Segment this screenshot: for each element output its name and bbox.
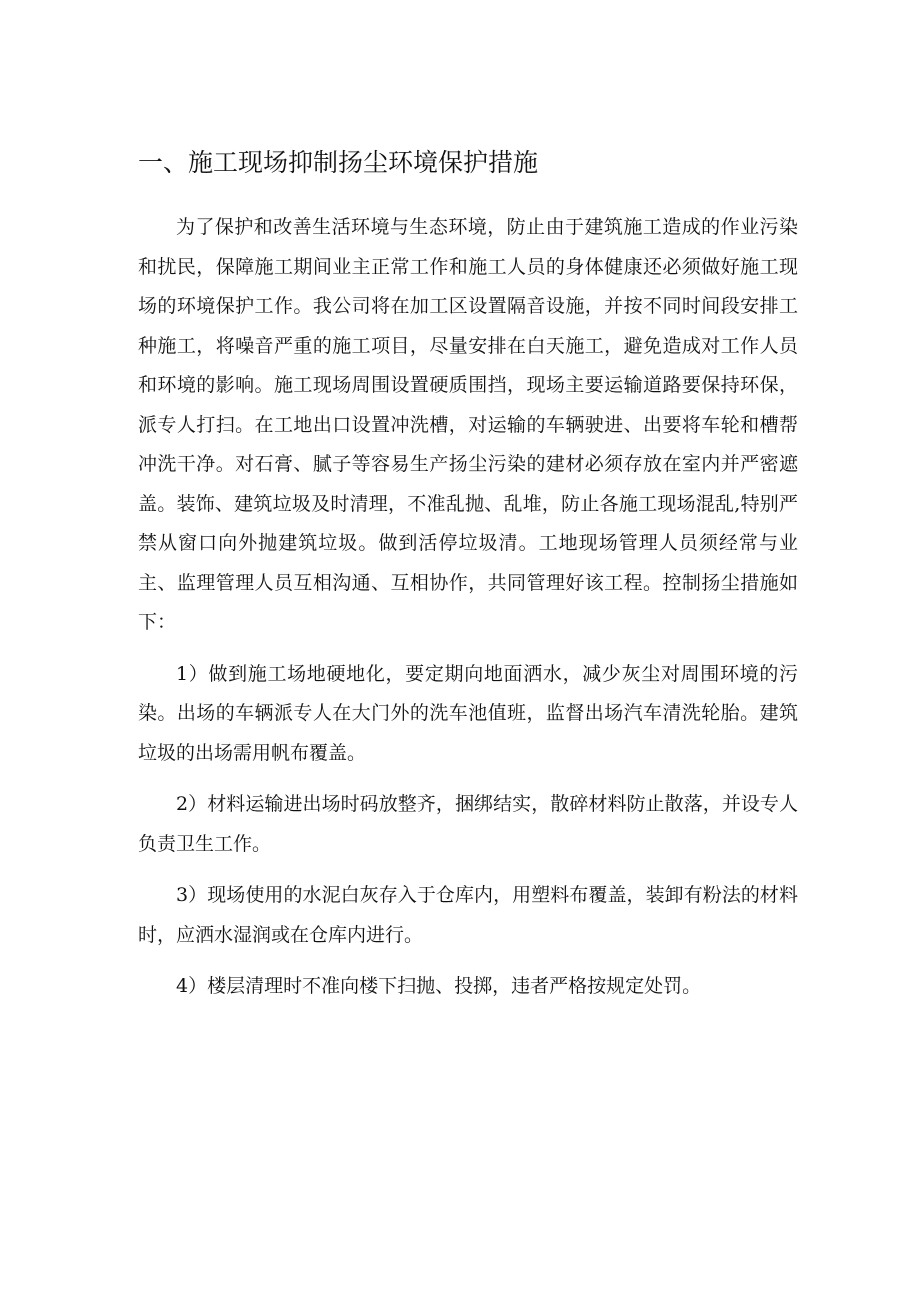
measure-paragraph-1: 1）做到施工场地硬地化，要定期向地面洒水，减少灰尘对周围环境的污染。出场的车辆派专人在大门外的洗车池值班，监督出场汽车清洗轮胎。建筑垃圾的出场需用帆布覆盖。: [138, 662, 798, 764]
intro-paragraph: 为了保护和改善生活环境与生态环境，防止由于建筑施工造成的作业污染和扰民，保障施工期间业主正常工作和施工人员的身体健康还必须做好施工现场的环境保护工作。我公司将在加工区设置隔音设施，并按不同时间段安排工种施工，将噪音严重的施工项目，尽量安排在白天施工，避免造成对工作人员和环境的影响。施工现场周围设置硬质围挡，现场主要运输道路要保持环保，派专人打扫。在工地出口设置冲洗槽，对运输的车辆驶进、出要将车轮和槽帮冲洗干净。对石膏、腻子等容易生产扬尘污染的建材必须存放在室内并严密遮盖。装饰、建筑垃圾及时清理，不准乱抛、乱堆，防止各施工现场混乱,特别严禁从窗口向外抛建筑垃圾。做到活停垃圾清。工地现场管理人员须经常与业主、监理管理人员互相沟通、互相协作，共同管理好该工程。控制扬尘措施如下：: [138, 216, 798, 633]
measure-paragraph-2: 2）材料运输进出场时码放整齐，捆绑结实，散碎材料防止散落，并设专人负责卫生工作。: [138, 793, 798, 855]
document-body: [138, 208, 798, 1007]
measure-paragraph-4: 4）楼层清理时不准向楼下扫抛、投掷，违者严格按规定处罚。: [176, 975, 702, 997]
section-heading: 一、施工现场抑制扬尘环境保护措施: [138, 148, 539, 177]
measure-paragraph-3: 3）现场使用的水泥白灰存入于仓库内，用塑料布覆盖，装卸有粉法的材料时，应洒水湿润或在仓库内进行。: [138, 884, 798, 946]
